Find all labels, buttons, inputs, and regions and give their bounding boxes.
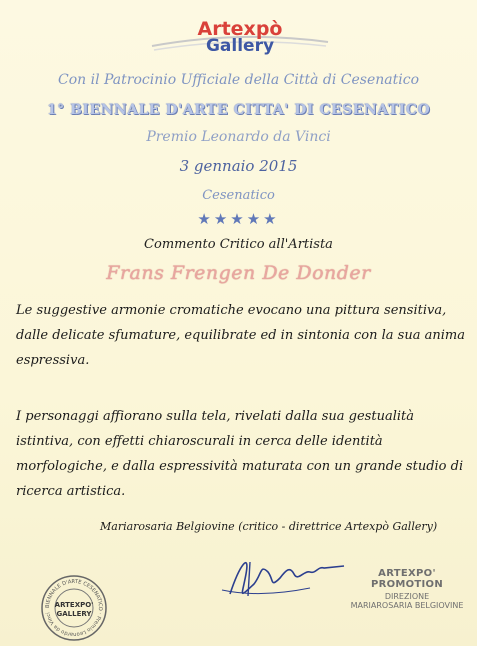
seal-ring-text: BIENNALE D'ARTE CESENATICO · Premio Leonardo da Vinci xyxy=(44,578,104,638)
event-city: Cesenatico xyxy=(202,188,275,203)
seal-center-line2: GALLERY xyxy=(56,610,92,618)
biennale-seal-icon xyxy=(40,574,108,642)
patrocinio-text: Con il Patrocinio Ufficiale della Città di Cesenatico xyxy=(58,72,419,88)
critique-paragraph-2: I personaggi affiorano sulla tela, rivelati dalla sua gestualità istintiva, con effetti chiaroscurali in cerca delle identità morfologiche, e dalla espressività maturata con un grande studio di ricerca artistica. xyxy=(16,409,464,499)
handwritten-signature xyxy=(220,544,350,604)
signer-line: Mariarosaria Belgiovine (critico - direttrice Artexpò Gallery) xyxy=(100,520,438,533)
stamp-line2: DIREZIONE xyxy=(384,592,430,601)
logo-line2: Gallery xyxy=(205,36,275,56)
stars-decoration: ★★★★★ xyxy=(197,210,280,228)
seal-center-line1: ARTEXPO' xyxy=(54,601,94,609)
promotion-stamp xyxy=(342,568,472,610)
premio-text: Premio Leonardo da Vinci xyxy=(146,129,331,145)
stamp-line3: MARIAROSARIA BELGIOVINE xyxy=(350,601,464,610)
logo-line1: Artexpò xyxy=(197,18,283,40)
artist-name: Frans Frengen De Donder xyxy=(106,262,371,284)
stamp-line1: ARTEXPO' PROMOTION xyxy=(370,568,444,590)
biennale-title: 1° BIENNALE D'ARTE CITTA' DI CESENATICO xyxy=(46,102,431,118)
critique-paragraph-1: Le suggestive armonie cromatiche evocano una pittura sensitiva, dalle delicate sfumature, equilibrate ed in sintonia con la sua anima espressiva. xyxy=(16,303,465,368)
event-date: 3 gennaio 2015 xyxy=(179,157,298,175)
commento-heading: Commento Critico all'Artista xyxy=(144,237,333,252)
artexpo-gallery-logo xyxy=(150,14,330,60)
